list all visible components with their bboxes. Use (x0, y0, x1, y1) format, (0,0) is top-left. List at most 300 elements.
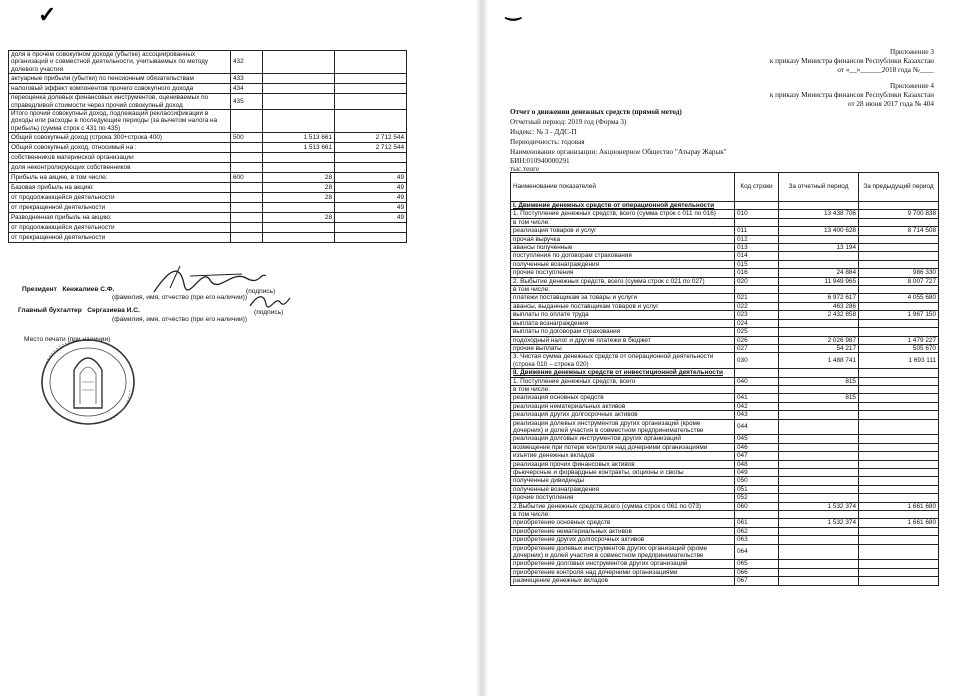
row-previous-value (335, 163, 407, 173)
row-current-value (779, 286, 859, 294)
row-current-value (779, 385, 859, 393)
row-label: прочие выплаты (511, 344, 735, 352)
row-code: 062 (735, 527, 779, 535)
row-code: 433 (231, 74, 263, 84)
row-previous-value (859, 385, 939, 393)
row-current-value (263, 203, 335, 213)
row-code (231, 183, 263, 193)
row-current-value (779, 568, 859, 576)
company-seal (30, 330, 140, 430)
row-label: приобретение основных средств (511, 519, 735, 527)
row-code: 012 (735, 235, 779, 243)
row-previous-value (859, 577, 939, 585)
row-label: авансы, выданные поставщикам товаров и услуг (511, 302, 735, 310)
row-previous-value: 49 (335, 213, 407, 223)
row-code: 061 (735, 519, 779, 527)
income-row (9, 110, 407, 133)
row-label: Итого прочий совокупный доход, подлежащий реклассификации в доходы или расходы в последующие периоды (за вычетом налога на прибыль) (сумма строк с 431 по 435) (9, 110, 231, 133)
row-label: в том числе: (511, 218, 735, 226)
row-code (231, 203, 263, 213)
cash-flow-row (511, 252, 939, 260)
income-row (9, 203, 407, 213)
row-previous-value: 49 (335, 203, 407, 213)
row-current-value: 1 532 374 (779, 502, 859, 510)
president-line (22, 286, 114, 293)
row-current-value (263, 223, 335, 233)
income-row (9, 74, 407, 84)
income-row (9, 233, 407, 243)
row-current-value: 54 217 (779, 344, 859, 352)
row-label: поступления по договорам страхования (511, 252, 735, 260)
income-row (9, 223, 407, 233)
row-current-value (779, 328, 859, 336)
row-current-value: 28 (263, 213, 335, 223)
row-previous-value (859, 369, 939, 377)
cash-flow-row (511, 527, 939, 535)
row-code: 026 (735, 336, 779, 344)
row-previous-value (859, 202, 939, 210)
row-current-value (779, 435, 859, 443)
row-current-value: 1 513 661 (263, 133, 335, 143)
row-code: 022 (735, 302, 779, 310)
row-current-value: 13 400 628 (779, 227, 859, 235)
row-label: собственников материнской организации (9, 153, 231, 163)
row-label: доля в прочем совокупном доходе (убытке) ассоциированных организаций и совместной деятельности, учитываемых по методу долевого участия (9, 51, 231, 74)
row-code (735, 511, 779, 519)
row-current-value: 1 513 661 (263, 143, 335, 153)
row-code: 014 (735, 252, 779, 260)
row-previous-value: 1 967 150 (859, 311, 939, 319)
row-code (231, 213, 263, 223)
row-current-value (263, 51, 335, 74)
report-index: Индекс: № 3 - ДДС-П (510, 128, 577, 136)
row-current-value: 1 488 741 (779, 353, 859, 369)
cash-flow-row (511, 469, 939, 477)
row-label: платежи поставщикам за товары и услуги (511, 294, 735, 302)
row-previous-value: 4 055 680 (859, 294, 939, 302)
row-current-value (779, 477, 859, 485)
row-current-value: 1 532 374 (779, 519, 859, 527)
row-code (231, 110, 263, 133)
accountant-caption: (фамилия, имя, отчество (при его наличии)) (112, 316, 248, 323)
row-current-value: 13 438 706 (779, 210, 859, 218)
president-name: Кенжалиев С.Ф. (62, 286, 115, 293)
appendix-4-order: к приказу Министра финансов Республики Казахстан (769, 91, 934, 99)
cash-flow-row (511, 385, 939, 393)
scan-mark: ✓ (38, 2, 57, 27)
income-row (9, 163, 407, 173)
row-previous-value (859, 328, 939, 336)
row-code: 067 (735, 577, 779, 585)
row-current-value (263, 74, 335, 84)
row-code (735, 385, 779, 393)
row-previous-value (859, 402, 939, 410)
row-previous-value (859, 419, 939, 435)
row-label: полученные вознаграждения (511, 260, 735, 268)
row-current-value (779, 452, 859, 460)
row-code (231, 193, 263, 203)
row-code: 040 (735, 377, 779, 385)
row-code: 049 (735, 469, 779, 477)
row-previous-value (859, 477, 939, 485)
row-code: 600 (231, 173, 263, 183)
row-previous-value: 49 (335, 183, 407, 193)
cash-flow-row (511, 269, 939, 277)
cash-flow-row (511, 353, 939, 369)
row-previous-value (859, 319, 939, 327)
cash-flow-row (511, 443, 939, 451)
row-previous-value: 2 712 544 (335, 143, 407, 153)
row-previous-value (859, 244, 939, 252)
accountant-title: Главный бухгалтер (18, 307, 82, 314)
cash-flow-row (511, 419, 939, 435)
row-current-value (779, 577, 859, 585)
row-label: 1. Поступление денежных средств, всего (сумма строк с 011 по 016) (511, 210, 735, 218)
row-code: 015 (735, 260, 779, 268)
column-header-code: Код строки (735, 173, 779, 202)
row-label: приобретение долговых инструментов других организаций (511, 560, 735, 568)
row-code (231, 233, 263, 243)
row-code: 020 (735, 277, 779, 285)
row-code: 025 (735, 328, 779, 336)
row-code: 016 (735, 269, 779, 277)
row-code: 048 (735, 460, 779, 468)
row-label: актуарные прибыли (убытки) по пенсионным обязательствам (9, 74, 231, 84)
row-label: 2.Выбытие денежных средств,всего (сумма строк с 061 по 073) (511, 502, 735, 510)
accountant-signature (248, 292, 292, 312)
row-code: 064 (735, 544, 779, 560)
row-previous-value (859, 411, 939, 419)
row-current-value: 6 972 617 (779, 294, 859, 302)
row-label: доля неконтролирующих собственников (9, 163, 231, 173)
row-previous-value (859, 568, 939, 576)
row-code: 434 (231, 84, 263, 94)
cash-flow-row (511, 536, 939, 544)
row-code: 047 (735, 452, 779, 460)
appendix-4-header (770, 82, 934, 109)
row-code: 432 (231, 51, 263, 74)
income-row (9, 143, 407, 153)
row-label: в том числе: (511, 385, 735, 393)
cash-flow-row (511, 485, 939, 493)
row-label: приобретение нематериальных активов (511, 527, 735, 535)
row-previous-value (859, 460, 939, 468)
row-current-value (779, 402, 859, 410)
appendix-4-date: от 28 июня 2017 года № 404 (848, 100, 934, 108)
cash-flow-row (511, 286, 939, 294)
row-label: Общий совокупный доход (строка 300+строка 400) (9, 133, 231, 143)
row-current-value (779, 369, 859, 377)
row-current-value (779, 260, 859, 268)
row-previous-value (335, 84, 407, 94)
row-code: 013 (735, 244, 779, 252)
row-label: Прибыль на акцию, в том числе: (9, 173, 231, 183)
row-previous-value (859, 527, 939, 535)
president-sign-caption: (подпись) (246, 288, 276, 295)
row-code: 051 (735, 485, 779, 493)
row-code: 010 (735, 210, 779, 218)
row-previous-value (859, 235, 939, 243)
row-current-value (263, 233, 335, 243)
row-code: 011 (735, 227, 779, 235)
units-label: тыс.тенге (510, 165, 540, 173)
row-label: прочие поступления (511, 269, 735, 277)
row-current-value: 2 432 858 (779, 311, 859, 319)
row-code (231, 143, 263, 153)
row-current-value (779, 511, 859, 519)
row-current-value (779, 485, 859, 493)
report-title: Отчет о движении денежных средств (прямой метод) (510, 108, 682, 116)
row-current-value (263, 84, 335, 94)
report-periodicity: Периодичность: годовая (510, 138, 585, 146)
row-label: реализация других долгосрочных активов (511, 411, 735, 419)
row-previous-value (335, 153, 407, 163)
row-label: выплаты по оплате труда (511, 311, 735, 319)
row-code: 066 (735, 568, 779, 576)
row-current-value (779, 536, 859, 544)
cash-flow-header-row (511, 173, 939, 202)
row-current-value (263, 94, 335, 110)
appendix-3-date: от «__»______2018 года №____ (837, 66, 934, 74)
row-previous-value: 8 007 727 (859, 277, 939, 285)
row-previous-value (859, 443, 939, 451)
row-previous-value (859, 560, 939, 568)
row-label: в том числе: (511, 511, 735, 519)
row-label: приобретение других долгосрочных активов (511, 536, 735, 544)
row-current-value (779, 527, 859, 535)
row-label: приобретение долевых инструментов других организаций (кроме дочерних) и долей участия в совместном предпринимательстве (511, 544, 735, 560)
row-label: реализация основных средств (511, 394, 735, 402)
cash-flow-row (511, 277, 939, 285)
row-previous-value: 986 330 (859, 269, 939, 277)
row-current-value (263, 110, 335, 133)
row-code: 063 (735, 536, 779, 544)
row-current-value (779, 235, 859, 243)
row-current-value (263, 163, 335, 173)
row-code: 044 (735, 419, 779, 435)
row-code: 030 (735, 353, 779, 369)
row-current-value: 463 286 (779, 302, 859, 310)
page-gutter (476, 0, 488, 696)
row-current-value: 24 884 (779, 269, 859, 277)
left-page (0, 0, 476, 696)
row-previous-value (859, 286, 939, 294)
row-previous-value (859, 536, 939, 544)
organization-bin: БИН:010940000291 (510, 157, 570, 165)
row-previous-value (859, 511, 939, 519)
cash-flow-row (511, 511, 939, 519)
accountant-sign-caption: (подпись) (254, 309, 284, 316)
row-previous-value (859, 252, 939, 260)
row-code: 500 (231, 133, 263, 143)
income-row (9, 213, 407, 223)
row-code: 060 (735, 502, 779, 510)
row-code (735, 202, 779, 210)
cash-flow-row (511, 294, 939, 302)
row-current-value: 28 (263, 183, 335, 193)
row-label: реализация прочих финансовых активов (511, 460, 735, 468)
row-label: размещение денежных вкладов (511, 577, 735, 585)
cash-flow-row (511, 519, 939, 527)
row-code (231, 153, 263, 163)
cash-flow-row (511, 544, 939, 560)
section-header-row (511, 369, 939, 377)
cash-flow-row (511, 435, 939, 443)
row-label: II. Движение денежных средств от инвестиционной деятельности (511, 369, 735, 377)
row-current-value: 815 (779, 394, 859, 402)
row-current-value (779, 419, 859, 435)
appendix-4-title: Приложение 4 (890, 82, 934, 90)
row-current-value (779, 218, 859, 226)
income-row (9, 51, 407, 74)
income-row (9, 84, 407, 94)
row-label: выплата вознаграждения (511, 319, 735, 327)
column-header-current: За отчетный период (779, 173, 859, 202)
cash-flow-row (511, 402, 939, 410)
row-code: 050 (735, 477, 779, 485)
row-previous-value (335, 110, 407, 133)
cash-flow-row (511, 568, 939, 576)
row-label: реализация товаров и услуг (511, 227, 735, 235)
cash-flow-row (511, 377, 939, 385)
row-previous-value (335, 51, 407, 74)
row-previous-value (859, 485, 939, 493)
cash-flow-row (511, 452, 939, 460)
row-label: 1. Поступление денежных средств, всего (511, 377, 735, 385)
row-label: Общий совокупный доход, относимый на : (9, 143, 231, 153)
row-code: 045 (735, 435, 779, 443)
row-previous-value (859, 377, 939, 385)
row-previous-value (859, 469, 939, 477)
row-label: от прекращенной деятельности (9, 203, 231, 213)
row-label: изъятие денежных вкладов (511, 452, 735, 460)
row-current-value (779, 252, 859, 260)
row-code: 041 (735, 394, 779, 402)
cash-flow-row (511, 460, 939, 468)
row-previous-value: 1 661 680 (859, 519, 939, 527)
row-previous-value (335, 233, 407, 243)
accountant-name: Сергазиева И.С. (87, 307, 140, 314)
cash-flow-row (511, 210, 939, 218)
row-label: 2. Выбытие денежных средств, всего (сумма строк с 021 по 027) (511, 277, 735, 285)
row-previous-value (335, 74, 407, 84)
row-previous-value: 505 670 (859, 344, 939, 352)
accountant-line (18, 307, 140, 314)
cash-flow-row (511, 227, 939, 235)
cash-flow-row (511, 344, 939, 352)
row-label: Базовая прибыль на акцию: (9, 183, 231, 193)
row-current-value (779, 202, 859, 210)
appendix-3-header (770, 48, 934, 75)
row-current-value: 2 026 987 (779, 336, 859, 344)
row-label: в том числе: (511, 286, 735, 294)
row-code: 046 (735, 443, 779, 451)
row-current-value (779, 469, 859, 477)
row-previous-value: 49 (335, 193, 407, 203)
row-code: 042 (735, 402, 779, 410)
row-current-value (779, 560, 859, 568)
row-previous-value (859, 494, 939, 502)
appendix-3-order: к приказу Министра финансов Республики Казахстан (769, 57, 934, 65)
row-previous-value: 1 693 111 (859, 353, 939, 369)
row-current-value (263, 153, 335, 163)
row-previous-value (859, 544, 939, 560)
comprehensive-income-table (8, 50, 407, 243)
organization-name: Наименование организации: Акционерное Общество "Атырау Жарык" (510, 148, 727, 156)
income-row (9, 133, 407, 143)
row-current-value (779, 494, 859, 502)
income-row (9, 183, 407, 193)
row-previous-value: 1 661 680 (859, 502, 939, 510)
row-label: выплаты по договорам страхования (511, 328, 735, 336)
row-previous-value: 2 712 544 (335, 133, 407, 143)
row-label: реализация нематериальных активов (511, 402, 735, 410)
row-label: приобретение контроля над дочерними организациями (511, 568, 735, 576)
row-previous-value: 1 479 227 (859, 336, 939, 344)
row-code: 027 (735, 344, 779, 352)
cash-flow-row (511, 311, 939, 319)
row-label: реализация долговых инструментов других организаций (511, 435, 735, 443)
president-title: Президент (22, 286, 57, 293)
row-code (735, 218, 779, 226)
cash-flow-row (511, 502, 939, 510)
row-previous-value (859, 218, 939, 226)
cash-flow-row (511, 302, 939, 310)
row-label: авансы полученные (511, 244, 735, 252)
row-previous-value (859, 452, 939, 460)
cash-flow-table (510, 172, 939, 586)
section-header-row (511, 202, 939, 210)
row-current-value: 11 949 965 (779, 277, 859, 285)
income-row (9, 153, 407, 163)
row-label: налоговый эффект компонентов прочего совокупного дохода (9, 84, 231, 94)
cash-flow-row (511, 477, 939, 485)
row-previous-value (859, 302, 939, 310)
row-current-value: 13 194 (779, 244, 859, 252)
row-current-value (779, 544, 859, 560)
row-label: от продолжающейся деятельности (9, 223, 231, 233)
stamp-place-label: Место печати (при наличии) (24, 336, 111, 343)
cash-flow-row (511, 244, 939, 252)
row-current-value (779, 319, 859, 327)
row-label: от прекращенной деятельности (9, 233, 231, 243)
row-label: реализация долевых инструментов других организаций (кроме дочерних) и долей участия в совместном предпринимательстве (511, 419, 735, 435)
income-row (9, 193, 407, 203)
row-code: 043 (735, 411, 779, 419)
column-header-name: Наименование показателей (511, 173, 735, 202)
row-code (231, 163, 263, 173)
cash-flow-row (511, 328, 939, 336)
scan-mark: ‿ (506, 0, 521, 20)
row-label: фьючерсные и форвардные контракты, опционы и свопы (511, 469, 735, 477)
row-code (735, 286, 779, 294)
column-header-previous: За предыдущий период (859, 173, 939, 202)
cash-flow-row (511, 336, 939, 344)
row-label: от продолжающейся деятельности (9, 193, 231, 203)
income-row (9, 173, 407, 183)
row-previous-value (335, 223, 407, 233)
row-label: полученные дивиденды (511, 477, 735, 485)
row-previous-value: 8 714 508 (859, 227, 939, 235)
appendix-3-title: Приложение 3 (890, 48, 934, 56)
cash-flow-row (511, 319, 939, 327)
row-code: 065 (735, 560, 779, 568)
row-code: 435 (231, 94, 263, 110)
row-label: прочая выручка (511, 235, 735, 243)
row-previous-value: 49 (335, 173, 407, 183)
row-label: I. Движение денежных средств от операционной деятельности (511, 202, 735, 210)
cash-flow-row (511, 411, 939, 419)
